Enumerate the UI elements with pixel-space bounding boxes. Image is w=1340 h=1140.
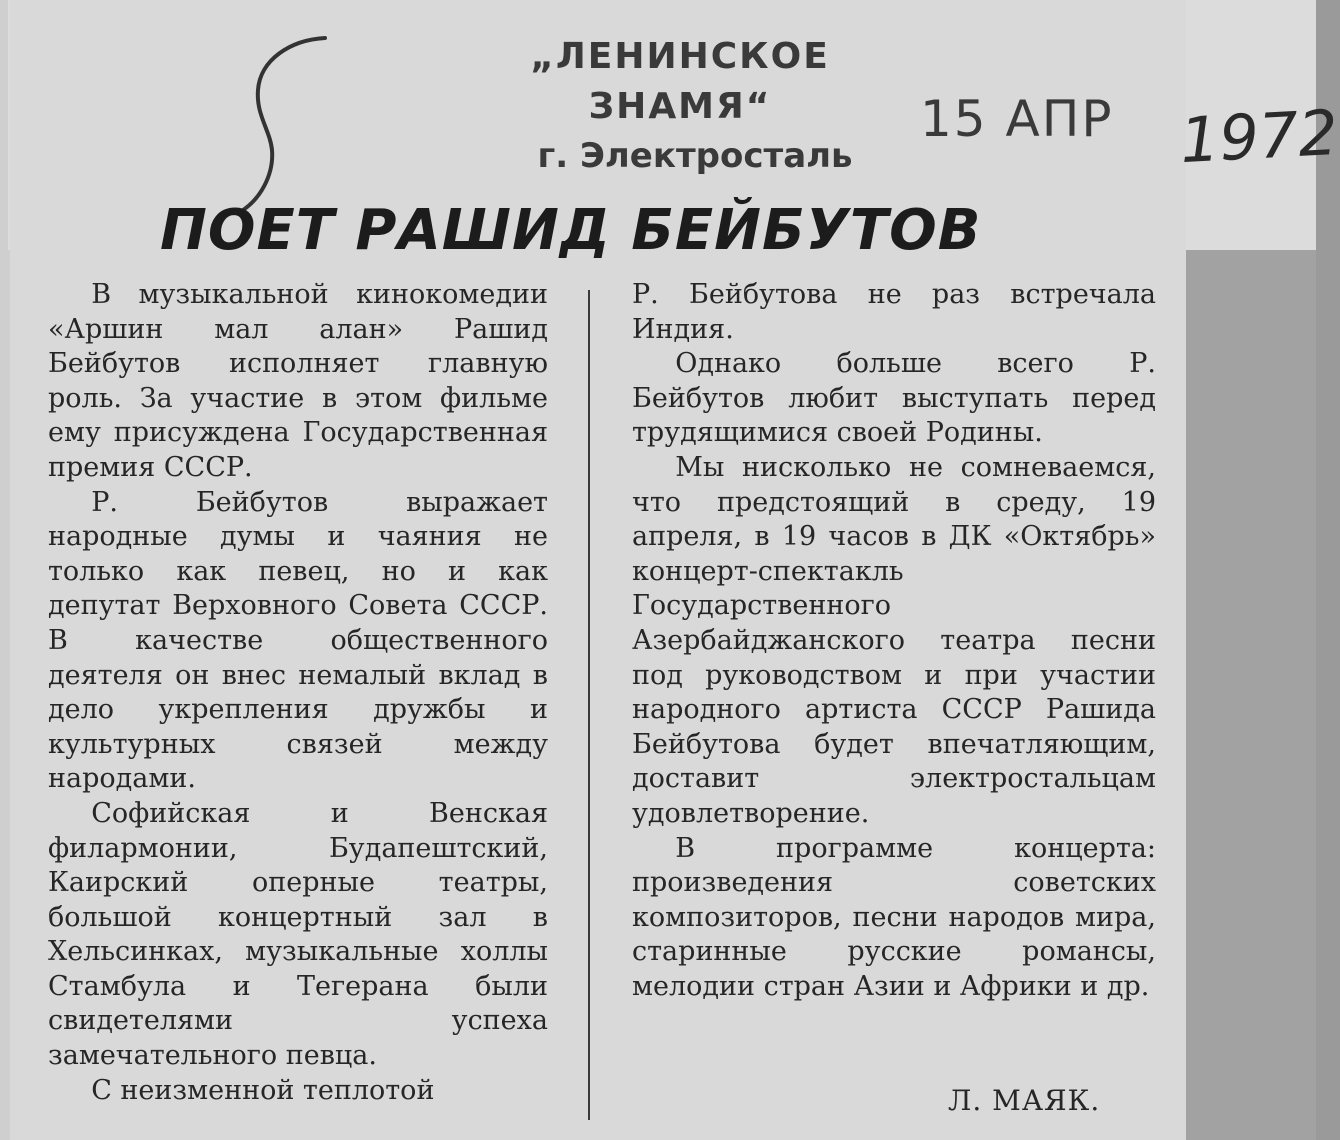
paragraph: Р. Бейбутов выражает народные думы и чаяния не только как певец, но и как депутат Верховного Совета СССР. В качестве общественного деятеля он внес немалый вклад в дело укрепления дружбы и культурных связей между народами. xyxy=(48,486,548,795)
newspaper-masthead-stamp xyxy=(440,32,920,180)
handwritten-mark-icon xyxy=(230,30,340,220)
handwritten-year: 1972 xyxy=(1178,95,1340,178)
article-column-left xyxy=(48,278,548,1108)
date-stamp: 15 АПР xyxy=(920,90,1114,148)
paragraph: Р. Бейбутова не раз встречала Индия. xyxy=(632,279,1156,345)
article-headline: ПОЕТ РАШИД БЕЙБУТОВ xyxy=(160,198,982,263)
paragraph: В программе концерта: произведения советских композиторов, песни народов мира, старинные русские романсы, мелодии стран Азии и Африки и др. xyxy=(632,832,1156,1002)
paragraph: С неизменной теплотой xyxy=(91,1074,435,1106)
article-column-right xyxy=(632,278,1156,1004)
paragraph: В музыкальной кинокомедии «Аршин мал алан» Рашид Бейбутов исполняет главную роль. За участие в этом фильме ему присуждена Государственная премия СССР. xyxy=(48,279,548,483)
newspaper-name: „ЛЕНИНСКОЕ ЗНАМЯ“ xyxy=(530,36,830,127)
paragraph: Однако больше всего Р. Бейбутов любит выступать перед трудящимися своей Родины. xyxy=(632,348,1156,449)
author-signature: Л. МАЯК. xyxy=(948,1084,1101,1117)
column-divider xyxy=(588,290,590,1120)
paragraph: Мы нисколько не сомневаемся, что предстоящий в среду, 19 апреля, в 19 часов в ДК «Октябрь» концерт-спектакль Государственного Азербайджанского театра песни под руководством и при участии народного артиста СССР Рашида Бейбутова будет впечатляющим, доставит электростальцам удовлетворение. xyxy=(632,451,1156,829)
background-strip xyxy=(1186,250,1316,1140)
newspaper-city: г. Электросталь xyxy=(537,136,853,176)
paragraph: Софийская и Венская филармонии, Будапештский, Каирский оперные театры, большой концертный зал в Хельсинках, музыкальные холлы Стамбула и Тегерана были свидетелями успеха замечательного певца. xyxy=(48,797,548,1072)
